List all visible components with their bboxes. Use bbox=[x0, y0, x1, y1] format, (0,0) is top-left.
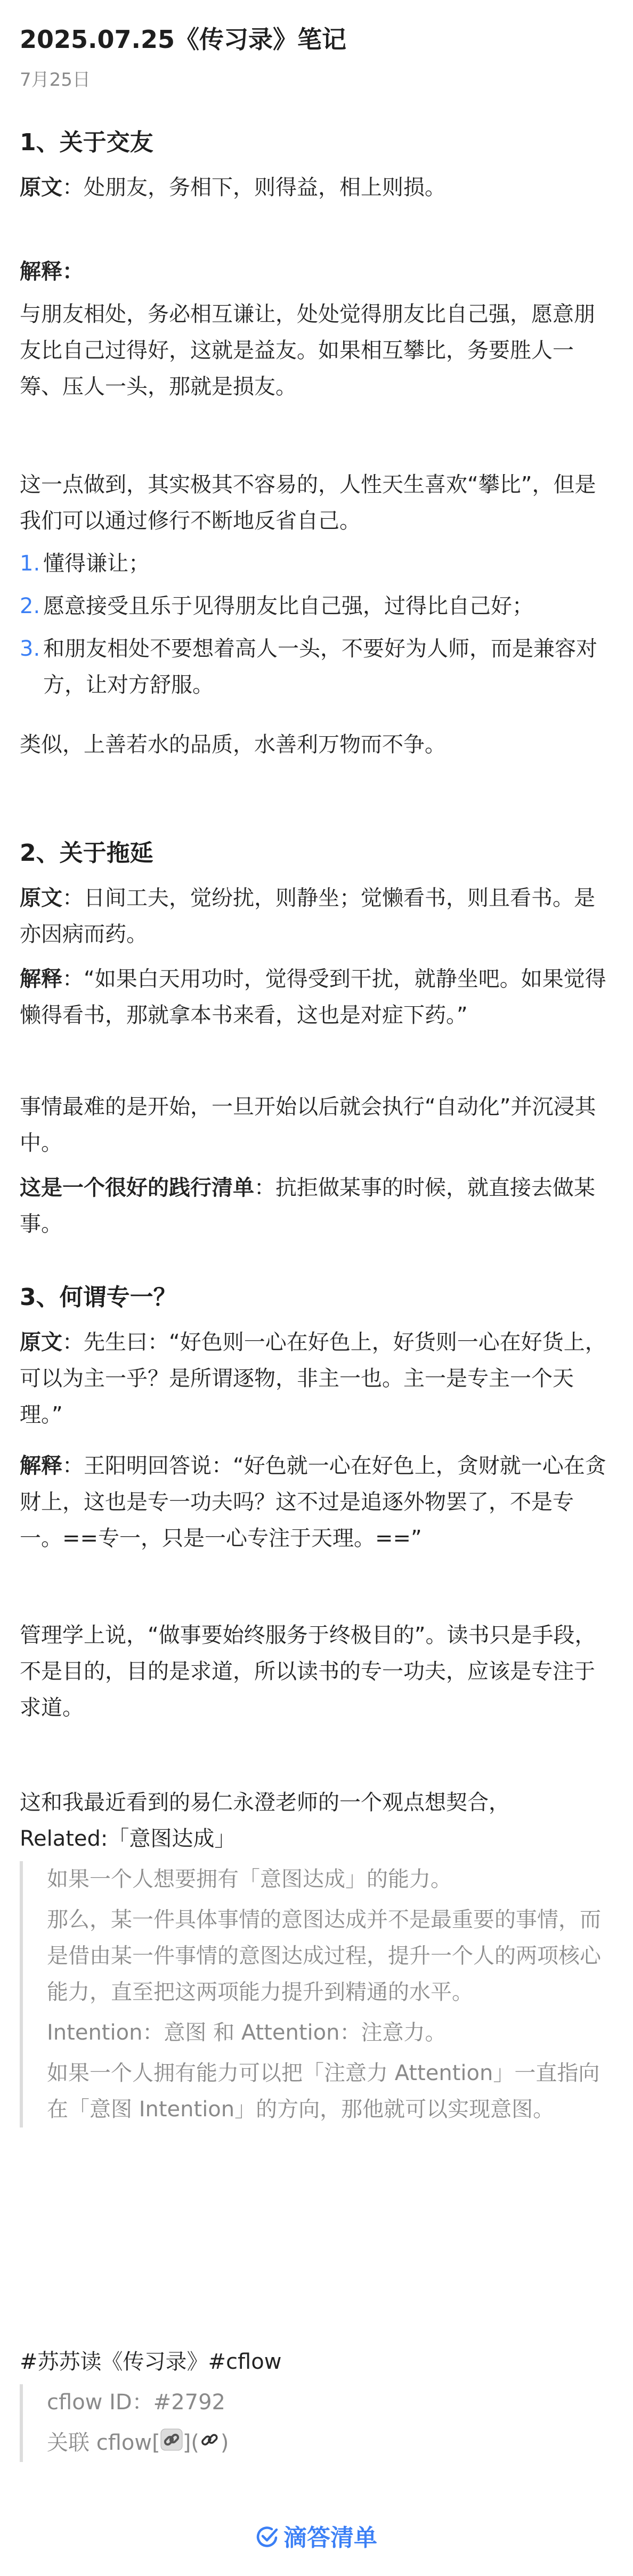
related-quote bbox=[20, 1861, 613, 2127]
cflow-link-prefix: 关联 cflow[ bbox=[47, 2431, 160, 2455]
explain-label: 解释 bbox=[20, 967, 62, 991]
check-circle-icon bbox=[256, 2525, 279, 2554]
section-1-para-2: 类似，上善若水的品质，水善利万物而不争。 bbox=[20, 732, 446, 757]
quote-line: 如果一个人拥有能力可以把「注意力 Attention」一直指向在「意图 Intention」的方向，那他就可以实现意图。 bbox=[47, 2061, 600, 2122]
section-1-explain-text: 与朋友相处，务必相互谦让，处处觉得朋友比自己强，愿意朋友比自己过得好，这就是益友。如果相互攀比，务要胜人一筹、压人一头，那就是损友。 bbox=[20, 302, 595, 399]
link-icon bbox=[199, 2426, 221, 2462]
original-label: 原文 bbox=[20, 1330, 62, 1355]
section-3-para-2: 这和我最近看到的易仁永澄老师的一个观点想契合， bbox=[20, 1790, 510, 1815]
link-emoji-icon bbox=[160, 2426, 183, 2462]
section-2-original bbox=[20, 880, 613, 952]
list-text: 懂得谦让； bbox=[43, 551, 150, 576]
quote-line: 那么，某一件具体事情的意图达成并不是最重要的事情，而是借由某一件事情的意图达成过程，提升一个人的两项核心能力，直至把这两项能力提升到精通的水平。 bbox=[47, 1907, 601, 2004]
section-1-para-1: 这一点做到，其实极其不容易的，人性天生喜欢“攀比”，但是我们可以通过修行不断地反省自己。 bbox=[20, 472, 596, 533]
section-3-heading: 3、何谓专一？ bbox=[20, 1284, 177, 1311]
app-footer bbox=[0, 2518, 633, 2554]
cflow-link-line[interactable] bbox=[47, 2425, 613, 2462]
list-item bbox=[20, 631, 613, 703]
section-2-heading: 2、关于拖延 bbox=[20, 839, 153, 867]
original-text: ：日间工夫，觉纷扰，则静坐；觉懒看书，则且看书。是亦因病而药。 bbox=[20, 886, 595, 947]
cflow-quote bbox=[20, 2384, 613, 2462]
tags-line[interactable]: #苏苏读《传习录》#cflow bbox=[20, 2350, 282, 2374]
explain-label: 解释 bbox=[20, 1454, 62, 1478]
cflow-link-mid: ]( bbox=[182, 2431, 199, 2455]
original-label: 原文 bbox=[20, 175, 62, 200]
cflow-link-suffix: ) bbox=[220, 2431, 229, 2455]
section-3-explain bbox=[20, 1448, 613, 1556]
section-1-heading: 1、关于交友 bbox=[20, 129, 153, 156]
list-number: 1. bbox=[20, 551, 40, 576]
section-1-explain-label: 解释： bbox=[20, 259, 84, 284]
explain-text: ：“如果白天用功时，觉得受到干扰，就静坐吧。如果觉得懒得看书，那就拿本书来看，这也是对症下药。” bbox=[20, 967, 606, 1028]
section-2-para-2 bbox=[20, 1170, 613, 1242]
list-item bbox=[20, 588, 613, 624]
quote-line: 如果一个人想要拥有「意图达成」的能力。 bbox=[47, 1867, 452, 1892]
list-number: 2. bbox=[20, 594, 40, 618]
original-text: ：处朋友，务相下，则得益，相上则损。 bbox=[62, 175, 446, 200]
section-3-related: Related:「意图达成」 bbox=[20, 1827, 236, 1851]
list-number: 3. bbox=[20, 637, 40, 661]
quote-line: Intention：意图 和 Attention：注意力。 bbox=[47, 2020, 447, 2045]
section-1-list bbox=[20, 545, 613, 703]
checklist-text: ：抗拒做某事的时候，就直接去做某事。 bbox=[20, 1176, 595, 1236]
list-text: 和朋友相处不要想着高人一头，不要好为人师，而是兼容对方，让对方舒服。 bbox=[43, 637, 597, 697]
list-item bbox=[20, 545, 613, 582]
cflow-id: cflow ID：#2792 bbox=[47, 2390, 225, 2415]
checklist-label: 这是一个很好的践行清单 bbox=[20, 1176, 254, 1200]
note-date: 7月25日 bbox=[20, 69, 91, 91]
section-3-original bbox=[20, 1324, 613, 1433]
section-1-original bbox=[20, 169, 613, 206]
section-2-para-1: 事情最难的是开始，一旦开始以后就会执行“自动化”并沉浸其中。 bbox=[20, 1095, 596, 1155]
list-text: 愿意接受且乐于见得朋友比自己强，过得比自己好； bbox=[43, 594, 533, 618]
section-3-para-1: 管理学上说，“做事要始终服务于终极目的”。读书只是手段，不是目的，目的是求道，所以读书的专一功夫，应该是专注于求道。 bbox=[20, 1623, 596, 1720]
brand-name: 滴答清单 bbox=[283, 2524, 377, 2551]
original-label: 原文 bbox=[20, 886, 62, 910]
note-title: 2025.07.25《传习录》笔记 bbox=[20, 25, 347, 54]
explain-text: ：王阳明回答说：“好色就一心在好色上，贪财就一心在贪财上，这也是专一功夫吗？这不过是追逐外物罢了，不是专一。==专一，只是一心专注于天理。==” bbox=[20, 1454, 606, 1551]
section-2-explain bbox=[20, 961, 613, 1033]
original-text: ：先生曰：“好色则一心在好色上，好货则一心在好货上，可以为主一乎？是所谓逐物，非主一也。主一是专主一个天理。” bbox=[20, 1330, 606, 1427]
